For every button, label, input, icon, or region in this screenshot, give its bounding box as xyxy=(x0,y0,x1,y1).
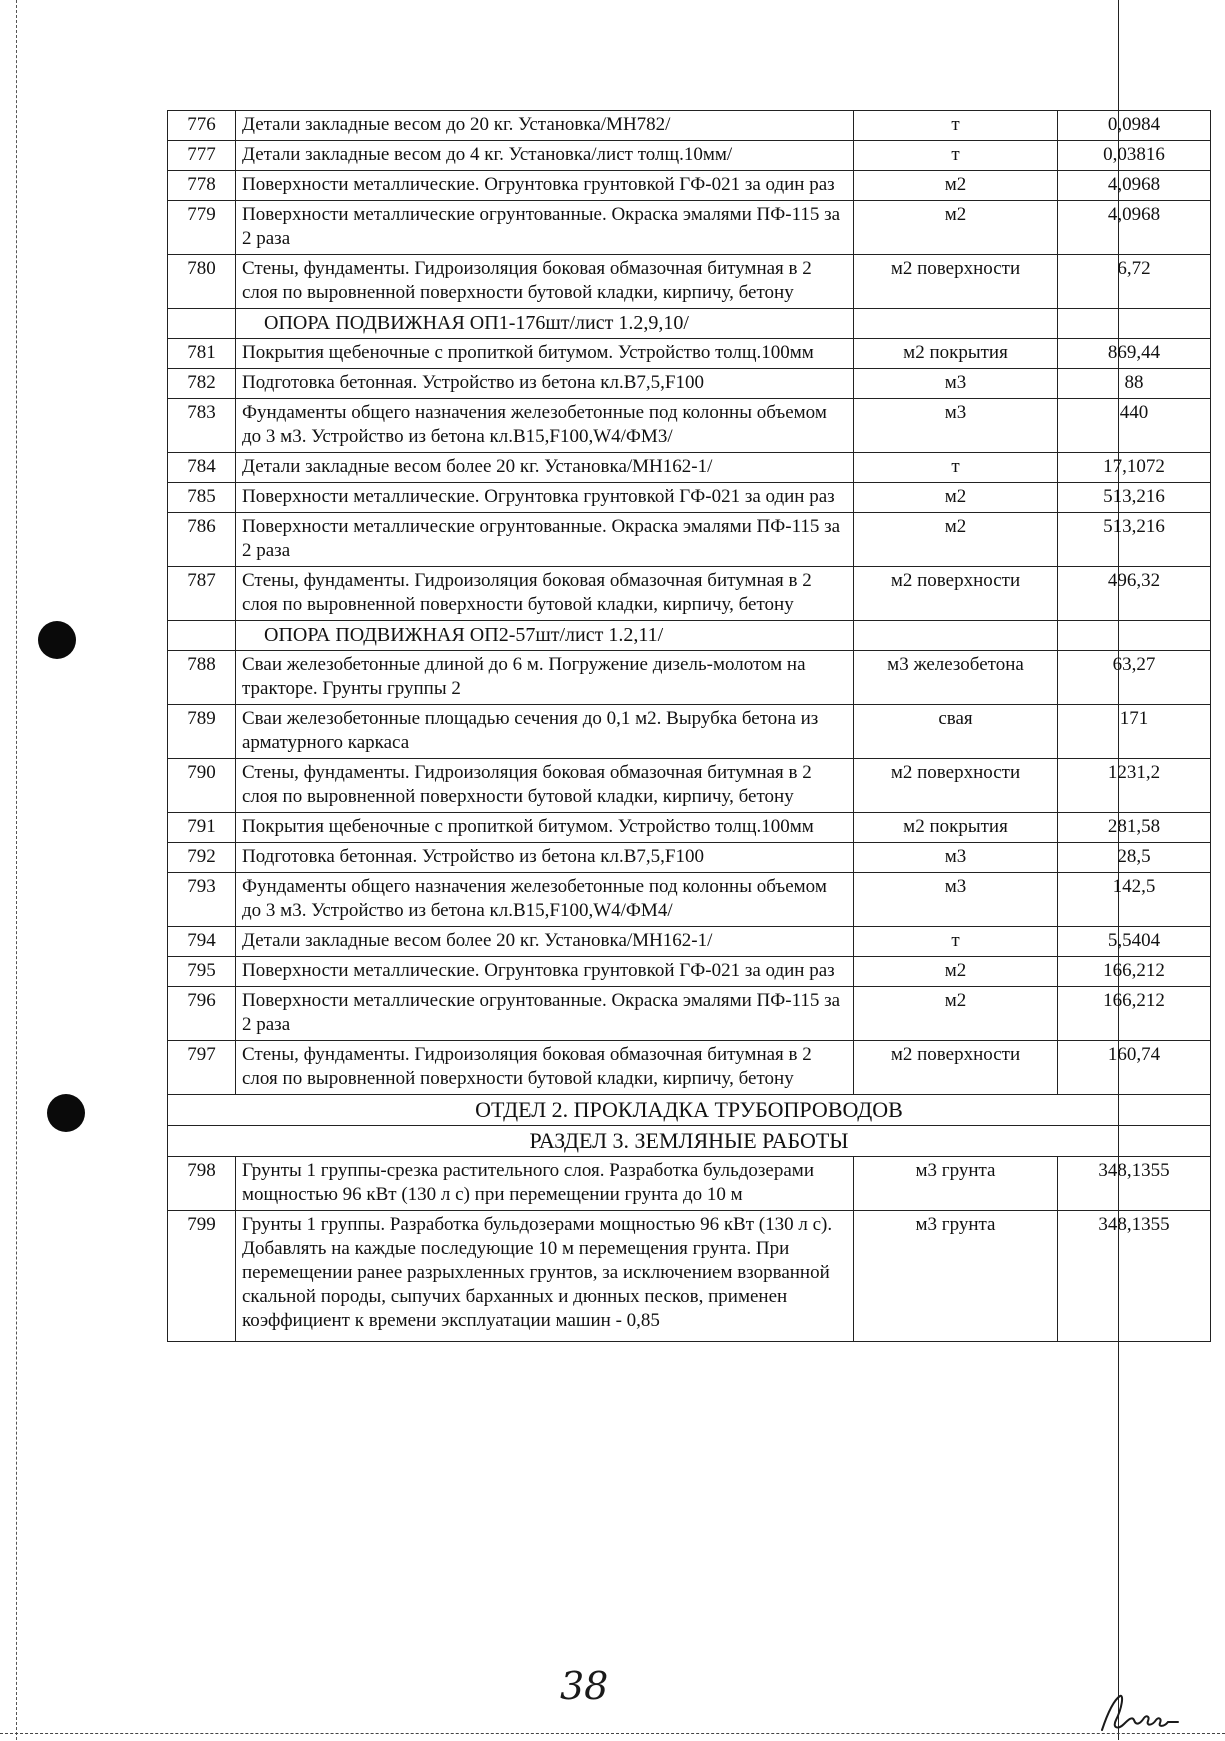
item-number: 788 xyxy=(168,651,236,705)
item-unit: свая xyxy=(854,705,1058,759)
item-number: 787 xyxy=(168,567,236,621)
item-description: Стены, фундаменты. Гидроизоляция боковая обмазочная битумная в 2 слоя по выровненной поверхности бутовой кладки, кирпичу, бетону xyxy=(236,567,854,621)
item-quantity: 5,5404 xyxy=(1058,927,1211,957)
item-unit: т xyxy=(854,927,1058,957)
item-quantity: 281,58 xyxy=(1058,813,1211,843)
item-number: 797 xyxy=(168,1041,236,1095)
item-number: 779 xyxy=(168,201,236,255)
punch-hole xyxy=(38,621,76,659)
item-description: Сваи железобетонные длиной до 6 м. Погружение дизель-молотом на тракторе. Грунты группы 2 xyxy=(236,651,854,705)
item-unit: м3 xyxy=(854,369,1058,399)
table-row xyxy=(168,339,1211,369)
table-row xyxy=(168,369,1211,399)
item-description: Стены, фундаменты. Гидроизоляция боковая обмазочная битумная в 2 слоя по выровненной поверхности бутовой кладки, кирпичу, бетону xyxy=(236,1041,854,1095)
empty-cell xyxy=(168,621,236,651)
item-description: Детали закладные весом более 20 кг. Установка/МН162-1/ xyxy=(236,453,854,483)
item-number: 796 xyxy=(168,987,236,1041)
item-number: 777 xyxy=(168,141,236,171)
item-description: Поверхности металлические огрунтованные. Окраска эмалями ПФ-115 за 2 раза xyxy=(236,201,854,255)
table-row xyxy=(168,957,1211,987)
empty-cell xyxy=(854,621,1058,651)
table-row xyxy=(168,111,1211,141)
item-unit: м2 xyxy=(854,483,1058,513)
item-description: Сваи железобетонные площадью сечения до 0,1 м2. Вырубка бетона из арматурного каркаса xyxy=(236,705,854,759)
item-number: 786 xyxy=(168,513,236,567)
item-number: 778 xyxy=(168,171,236,201)
item-number: 782 xyxy=(168,369,236,399)
item-quantity: 63,27 xyxy=(1058,651,1211,705)
item-unit: т xyxy=(854,453,1058,483)
table-row xyxy=(168,483,1211,513)
item-unit: м3 xyxy=(854,399,1058,453)
item-description: Грунты 1 группы. Разработка бульдозерами мощностью 96 кВт (130 л с). Добавлять на каждые последующие 10 м перемещения грунта. При перемещении ранее разрыхленных грунтов, за исключением взорванной скальной породы, сыпучих барханных и дюнных песков, применен коэффициент к времени эксплуатации машин - 0,85 xyxy=(236,1211,854,1342)
item-description: Покрытия щебеночные с пропиткой битумом. Устройство толщ.100мм xyxy=(236,813,854,843)
item-description: Покрытия щебеночные с пропиткой битумом. Устройство толщ.100мм xyxy=(236,339,854,369)
item-quantity: 1231,2 xyxy=(1058,759,1211,813)
signature xyxy=(1098,1690,1180,1741)
item-number: 793 xyxy=(168,873,236,927)
subheading-row xyxy=(168,621,1211,651)
item-quantity: 496,32 xyxy=(1058,567,1211,621)
item-description: Фундаменты общего назначения железобетонные под колонны объемом до 3 м3. Устройство из бетона кл.В15,F100,W4/ФМ4/ xyxy=(236,873,854,927)
item-unit: м2 поверхности xyxy=(854,567,1058,621)
item-quantity: 348,1355 xyxy=(1058,1157,1211,1211)
table-row xyxy=(168,1157,1211,1211)
item-number: 789 xyxy=(168,705,236,759)
item-quantity: 513,216 xyxy=(1058,483,1211,513)
item-quantity: 160,74 xyxy=(1058,1041,1211,1095)
item-description: Фундаменты общего назначения железобетонные под колонны объемом до 3 м3. Устройство из бетона кл.В15,F100,W4/ФМ3/ xyxy=(236,399,854,453)
empty-cell xyxy=(1058,309,1211,339)
item-quantity: 166,212 xyxy=(1058,987,1211,1041)
item-unit: м3 железобетона xyxy=(854,651,1058,705)
item-unit: м2 покрытия xyxy=(854,339,1058,369)
item-number: 781 xyxy=(168,339,236,369)
table-row xyxy=(168,201,1211,255)
section-heading: ОТДЕЛ 2. ПРОКЛАДКА ТРУБОПРОВОДОВ xyxy=(168,1095,1211,1126)
estimate-table-body xyxy=(168,111,1211,1342)
page-number: 38 xyxy=(560,1664,609,1708)
subheading-text: ОПОРА ПОДВИЖНАЯ ОП1-176шт/лист 1.2,9,10/ xyxy=(236,309,854,339)
table-row xyxy=(168,399,1211,453)
empty-cell xyxy=(1058,621,1211,651)
item-quantity: 4,0968 xyxy=(1058,171,1211,201)
item-number: 780 xyxy=(168,255,236,309)
section-heading: РАЗДЕЛ 3. ЗЕМЛЯНЫЕ РАБОТЫ xyxy=(168,1126,1211,1157)
item-unit: м2 xyxy=(854,171,1058,201)
item-unit: м2 xyxy=(854,987,1058,1041)
item-unit: м3 xyxy=(854,873,1058,927)
table-row xyxy=(168,651,1211,705)
item-unit: м2 поверхности xyxy=(854,1041,1058,1095)
item-quantity: 88 xyxy=(1058,369,1211,399)
subheading-text: ОПОРА ПОДВИЖНАЯ ОП2-57шт/лист 1.2,11/ xyxy=(236,621,854,651)
table-row xyxy=(168,843,1211,873)
table-row xyxy=(168,513,1211,567)
item-quantity: 440 xyxy=(1058,399,1211,453)
item-description: Поверхности металлические. Огрунтовка грунтовкой ГФ-021 за один раз xyxy=(236,957,854,987)
item-number: 794 xyxy=(168,927,236,957)
binder-margin-line xyxy=(16,0,17,1740)
item-unit: м3 xyxy=(854,843,1058,873)
section-heading-row xyxy=(168,1126,1211,1157)
item-unit: м2 покрытия xyxy=(854,813,1058,843)
table-row xyxy=(168,255,1211,309)
item-description: Грунты 1 группы-срезка растительного слоя. Разработка бульдозерами мощностью 96 кВт (130 л с) при перемещении грунта до 10 м xyxy=(236,1157,854,1211)
table-row xyxy=(168,1211,1211,1342)
item-unit: м2 поверхности xyxy=(854,255,1058,309)
item-quantity: 869,44 xyxy=(1058,339,1211,369)
table-row xyxy=(168,759,1211,813)
item-unit: м3 грунта xyxy=(854,1157,1058,1211)
item-quantity: 171 xyxy=(1058,705,1211,759)
item-number: 790 xyxy=(168,759,236,813)
item-number: 785 xyxy=(168,483,236,513)
table-row xyxy=(168,927,1211,957)
table-row xyxy=(168,1041,1211,1095)
item-unit: м3 грунта xyxy=(854,1211,1058,1342)
item-description: Поверхности металлические. Огрунтовка грунтовкой ГФ-021 за один раз xyxy=(236,171,854,201)
empty-cell xyxy=(168,309,236,339)
item-unit: м2 xyxy=(854,201,1058,255)
item-quantity: 4,0968 xyxy=(1058,201,1211,255)
item-number: 792 xyxy=(168,843,236,873)
item-unit: м2 xyxy=(854,513,1058,567)
table-row xyxy=(168,453,1211,483)
scan-bottom-line xyxy=(0,1733,1225,1734)
item-number: 784 xyxy=(168,453,236,483)
item-description: Стены, фундаменты. Гидроизоляция боковая обмазочная битумная в 2 слоя по выровненной поверхности бутовой кладки, кирпичу, бетону xyxy=(236,255,854,309)
item-quantity: 17,1072 xyxy=(1058,453,1211,483)
table-row xyxy=(168,873,1211,927)
table-row xyxy=(168,813,1211,843)
item-number: 798 xyxy=(168,1157,236,1211)
item-number: 791 xyxy=(168,813,236,843)
item-quantity: 513,216 xyxy=(1058,513,1211,567)
item-quantity: 6,72 xyxy=(1058,255,1211,309)
item-quantity: 166,212 xyxy=(1058,957,1211,987)
item-description: Детали закладные весом более 20 кг. Установка/МН162-1/ xyxy=(236,927,854,957)
item-description: Подготовка бетонная. Устройство из бетона кл.В7,5,F100 xyxy=(236,369,854,399)
item-quantity: 0,0984 xyxy=(1058,111,1211,141)
item-unit: м2 xyxy=(854,957,1058,987)
section-heading-row xyxy=(168,1095,1211,1126)
table-row xyxy=(168,705,1211,759)
item-unit: т xyxy=(854,111,1058,141)
estimate-table xyxy=(167,110,1211,1342)
item-quantity: 0,03816 xyxy=(1058,141,1211,171)
table-row xyxy=(168,171,1211,201)
table-row xyxy=(168,567,1211,621)
item-number: 783 xyxy=(168,399,236,453)
subheading-row xyxy=(168,309,1211,339)
item-number: 776 xyxy=(168,111,236,141)
table-row xyxy=(168,987,1211,1041)
punch-hole xyxy=(47,1094,85,1132)
item-description: Поверхности металлические. Огрунтовка грунтовкой ГФ-021 за один раз xyxy=(236,483,854,513)
table-row xyxy=(168,141,1211,171)
item-quantity: 28,5 xyxy=(1058,843,1211,873)
item-description: Поверхности металлические огрунтованные. Окраска эмалями ПФ-115 за 2 раза xyxy=(236,987,854,1041)
item-description: Поверхности металлические огрунтованные. Окраска эмалями ПФ-115 за 2 раза xyxy=(236,513,854,567)
item-quantity: 142,5 xyxy=(1058,873,1211,927)
empty-cell xyxy=(854,309,1058,339)
item-number: 795 xyxy=(168,957,236,987)
item-unit: м2 поверхности xyxy=(854,759,1058,813)
item-description: Детали закладные весом до 20 кг. Установка/МН782/ xyxy=(236,111,854,141)
item-quantity: 348,1355 xyxy=(1058,1211,1211,1342)
item-number: 799 xyxy=(168,1211,236,1342)
item-unit: т xyxy=(854,141,1058,171)
item-description: Детали закладные весом до 4 кг. Установка/лист толщ.10мм/ xyxy=(236,141,854,171)
item-description: Стены, фундаменты. Гидроизоляция боковая обмазочная битумная в 2 слоя по выровненной поверхности бутовой кладки, кирпичу, бетону xyxy=(236,759,854,813)
item-description: Подготовка бетонная. Устройство из бетона кл.В7,5,F100 xyxy=(236,843,854,873)
